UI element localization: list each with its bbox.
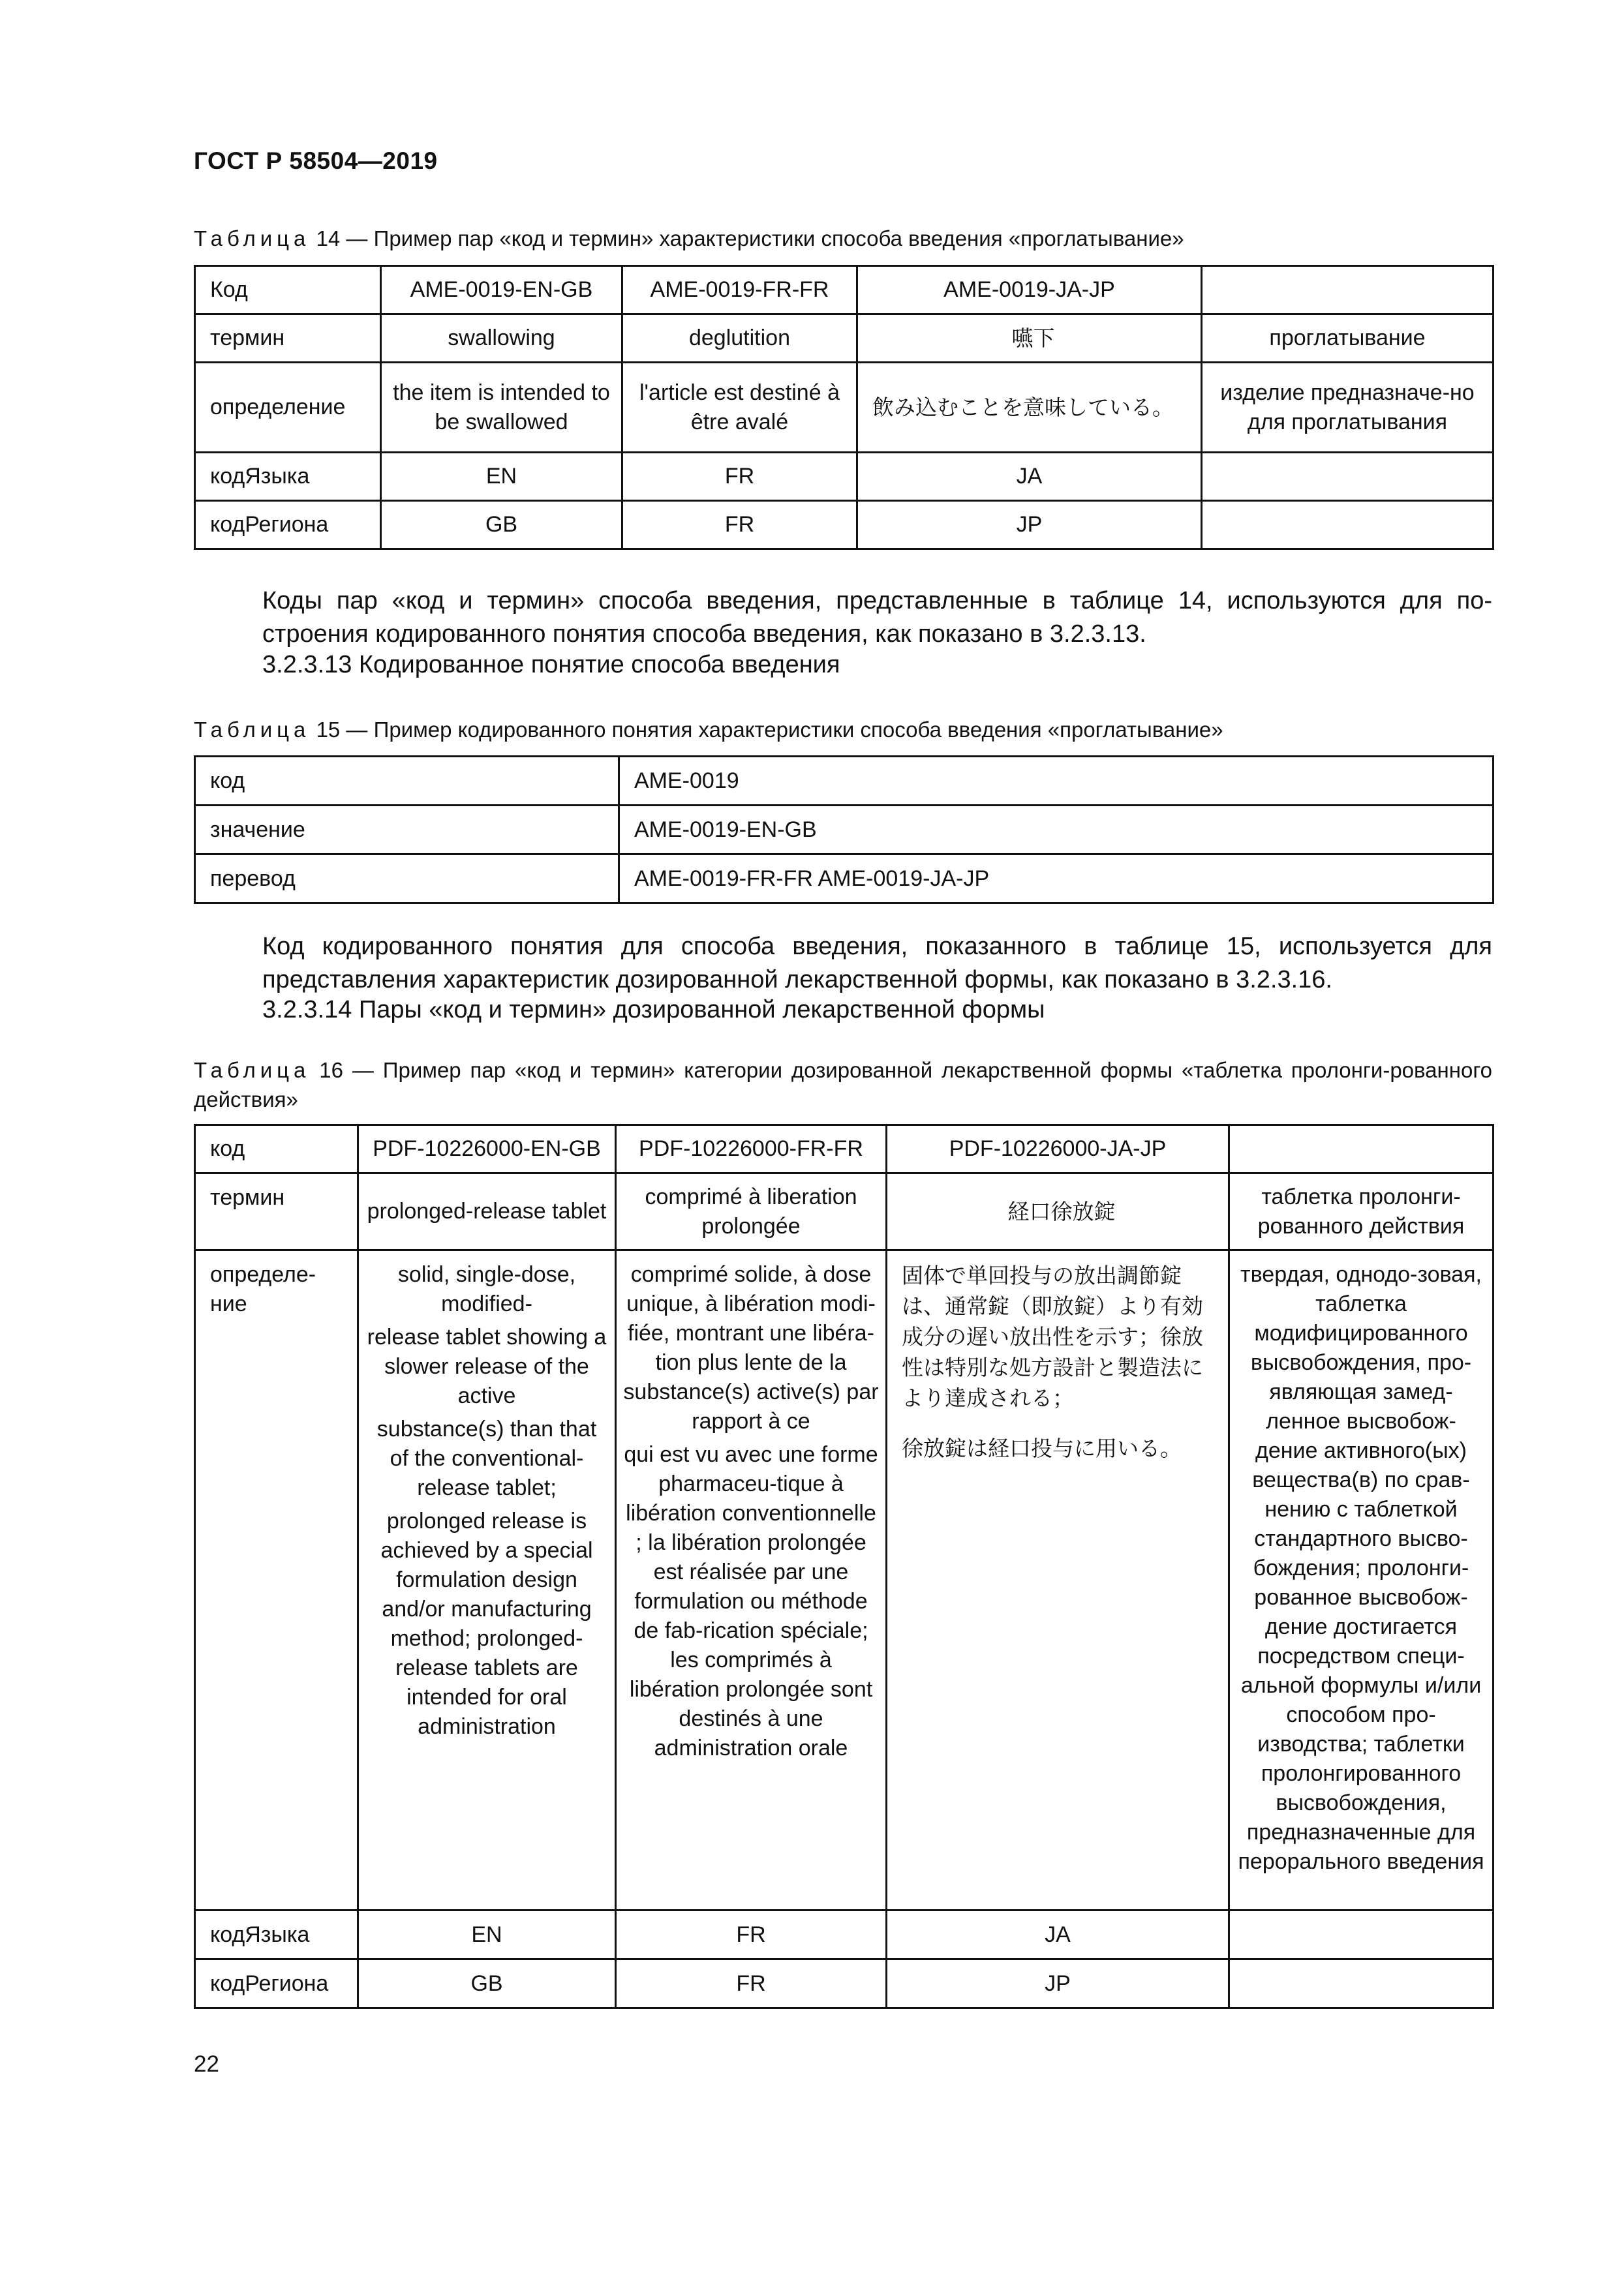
table-cell: кодЯзыка [195, 453, 381, 501]
table-cell: перевод [195, 854, 619, 903]
table-row [195, 1250, 1494, 1911]
table-cell: значение [195, 806, 619, 854]
table-row [195, 363, 1494, 453]
table14-caption-prefix: Таблица [194, 226, 311, 250]
cell-line: release tablet showing a slower release of the active [367, 1325, 607, 1408]
cell-line: 徐放錠は経口投与に用いる。 [902, 1436, 1182, 1461]
table-cell: код [195, 1125, 358, 1173]
table-cell: FR [622, 501, 857, 549]
table-cell [1229, 1959, 1494, 2008]
table-cell: FR [622, 453, 857, 501]
cell-line: prolonged release is achieved by a special formulation design and/or manufacturing method; prolonged-release tablets are intended for oral administration [380, 1509, 593, 1739]
table-row [195, 501, 1494, 549]
table-row [195, 453, 1494, 501]
table-row [195, 1125, 1494, 1173]
table-cell: проглатывание [1202, 314, 1494, 363]
table-cell: JP [887, 1959, 1229, 2008]
table-cell: EN [358, 1911, 616, 1959]
table-cell: определение [195, 363, 381, 453]
table-cell: AME-0019-EN-GB [381, 266, 622, 314]
table-cell [358, 1250, 616, 1911]
table-row [195, 1959, 1494, 2008]
table-cell: JA [887, 1911, 1229, 1959]
table-cell: AME-0019-EN-GB [619, 806, 1494, 854]
table-row [195, 757, 1494, 806]
table-cell: l'article est destiné à être avalé [622, 363, 857, 453]
table-cell: определе-ние [195, 1250, 358, 1911]
table-cell: таблетка пролонги-рованного действия [1229, 1173, 1494, 1250]
table-14 [194, 265, 1494, 550]
table-row [195, 1173, 1494, 1250]
table-cell: кодЯзыка [195, 1911, 358, 1959]
table-cell: PDF-10226000-JA-JP [887, 1125, 1229, 1173]
table-cell: кодРегиона [195, 501, 381, 549]
table-cell [1229, 1911, 1494, 1959]
paragraph-text: Коды пар «код и термин» способа введения, представленные в таблице 14, используются для по-строения кодированного понятия способа введения, как показано в 3.2.3.13. [262, 587, 1492, 648]
cell-line: qui est vu avec une forme pharmaceu-tique à libération conventionnelle ; la libération prolongée est réalisée par une formulation ou méthode de fab-rication spéciale; les comprimés à libération prolongée sont destinés à une administration orale [624, 1442, 878, 1760]
table-cell [887, 1250, 1229, 1911]
table-cell: 経口徐放錠 [887, 1173, 1229, 1250]
table-cell [1202, 266, 1494, 314]
table-cell: JP [857, 501, 1202, 549]
table-row [195, 806, 1494, 854]
table-cell: comprimé à liberation prolongée [616, 1173, 887, 1250]
table-cell: AME-0019 [619, 757, 1494, 806]
paragraph-1 [194, 584, 1492, 651]
document-header: ГОСТ Р 58504—2019 [194, 147, 438, 174]
table16-caption-prefix: Таблица [194, 1058, 311, 1082]
table-cell: EN [381, 453, 622, 501]
table-cell: PDF-10226000-FR-FR [616, 1125, 887, 1173]
paragraph-text: Код кодированного понятия для способа введения, показанного в таблице 15, используется для представления характеристик дозированной лекарственной формы, как показано в 3.2.3.16. [262, 933, 1492, 993]
table-cell: the item is intended to be swallowed [381, 363, 622, 453]
table-cell: AME-0019-FR-FR [622, 266, 857, 314]
table-cell: код [195, 757, 619, 806]
table-row [195, 854, 1494, 903]
table-cell: FR [616, 1959, 887, 2008]
table-row [195, 314, 1494, 363]
table-cell: prolonged-release tablet [358, 1173, 616, 1250]
table-cell: кодРегиона [195, 1959, 358, 2008]
table16-caption-text: 16 — Пример пар «код и термин» категории дозированной лекарственной формы «таблетка пролонги-рованного действия» [194, 1058, 1493, 1111]
section-heading-3-2-3-13: 3.2.3.13 Кодированное понятие способа введения [262, 651, 840, 678]
table-cell: Код [195, 266, 381, 314]
page-number: 22 [194, 2051, 219, 2077]
table15-caption-prefix: Таблица [194, 718, 311, 742]
table-cell: термин [195, 314, 381, 363]
table-cell: swallowing [381, 314, 622, 363]
section-heading-3-2-3-14: 3.2.3.14 Пары «код и термин» дозированной лекарственной формы [262, 996, 1045, 1023]
table-cell [1229, 1125, 1494, 1173]
table14-caption [194, 224, 1492, 253]
table-cell [1202, 501, 1494, 549]
table-row [195, 1911, 1494, 1959]
table-cell: GB [381, 501, 622, 549]
table-cell: JA [857, 453, 1202, 501]
table-cell: GB [358, 1959, 616, 2008]
table-cell: PDF-10226000-EN-GB [358, 1125, 616, 1173]
table-cell [616, 1250, 887, 1911]
table-15 [194, 755, 1494, 904]
table16-caption [194, 1055, 1492, 1114]
paragraph-2 [194, 930, 1492, 997]
table-cell: термин [195, 1173, 358, 1250]
table-cell: AME-0019-FR-FR AME-0019-JA-JP [619, 854, 1494, 903]
table-cell: изделие предназначе-но для проглатывания [1202, 363, 1494, 453]
cell-line: solid, single-dose, modified- [397, 1262, 576, 1316]
cell-line: 固体で単回投与の放出調節錠は、通常錠（即放錠）より有効成分の遅い放出性を示す；徐放性は特別な処方設計と製造法により達成される； [902, 1263, 1203, 1411]
table-cell: FR [616, 1911, 887, 1959]
table-16 [194, 1124, 1494, 2009]
table15-caption [194, 715, 1492, 744]
table-row [195, 266, 1494, 314]
table-cell: 飲み込むことを意味している。 [857, 363, 1202, 453]
cell-line: substance(s) than that of the conventional-release tablet; [376, 1417, 597, 1500]
table14-caption-text: 14 — Пример пар «код и термин» характеристики способа введения «проглатывание» [316, 226, 1184, 250]
table-cell: deglutition [622, 314, 857, 363]
table-cell: 嚥下 [857, 314, 1202, 363]
table15-caption-text: 15 — Пример кодированного понятия характеристики способа введения «проглатывание» [316, 718, 1223, 742]
cell-line: comprimé solide, à dose unique, à libération modi- fiée, montrant une libéra-tion plus lente de la substance(s) active(s) par rapport à ce [623, 1262, 879, 1434]
table-cell: AME-0019-JA-JP [857, 266, 1202, 314]
table-cell: твердая, однодо-зовая, таблетка модифицированного высвобождения, про-являющая замед-ленное высвобож-дение активного(ых) вещества(в) по срав-нению с таблеткой стандартного высво-бождения; пролонги-рованное высвобож-дение достигается посредством специ-альной формулы и/или способом про-изводства; таблетки пролонгированного высвобождения, предназначенные для перорального введения [1229, 1250, 1494, 1911]
table-cell [1202, 453, 1494, 501]
